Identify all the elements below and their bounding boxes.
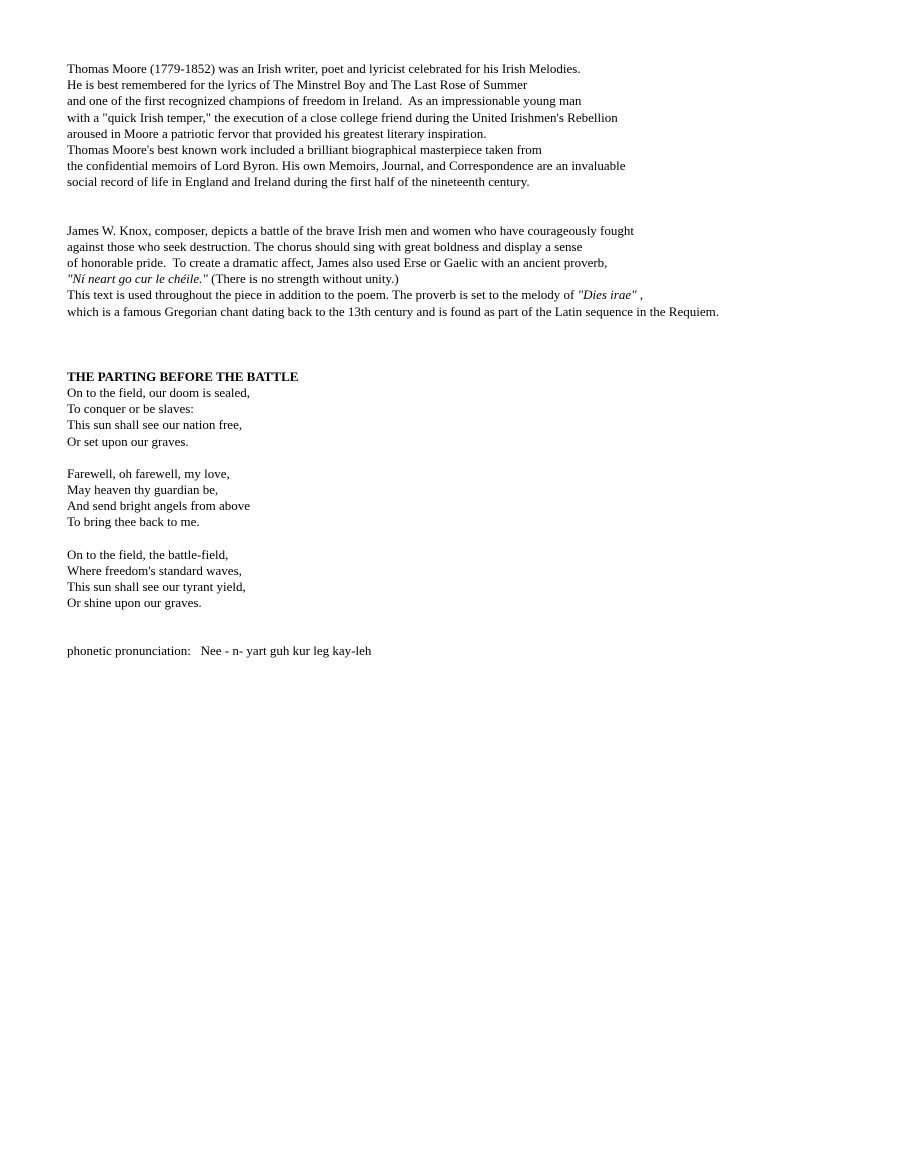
- stanza-gap: [67, 531, 887, 547]
- phonetic-text: Nee - n- yart guh kur leg kay-leh: [200, 643, 372, 659]
- stanza-gap: [67, 450, 887, 466]
- intro-line: the confidential memoirs of Lord Byron. His own Memoirs, Journal, and Correspondence are an invaluable: [67, 158, 626, 174]
- poem-line: To bring thee back to me.: [67, 514, 200, 530]
- composer-line: which is a famous Gregorian chant dating back to the 13th century and is found as part of the Latin sequence in the Requiem.: [67, 303, 719, 319]
- document-page: [67, 61, 887, 660]
- poem-line: This sun shall see our tyrant yield,: [67, 579, 246, 595]
- gaelic-proverb: "Ní neart go cur le chéile.": [67, 271, 208, 287]
- intro-line: He is best remembered for the lyrics of The Minstrel Boy and The Last Rose of Summer: [67, 77, 528, 93]
- melody-line: [67, 287, 887, 303]
- melody-line-end: ,: [636, 287, 644, 303]
- intro-line: aroused in Moore a patriotic fervor that provided his greatest literary inspiration.: [67, 125, 487, 141]
- poem-line: Or shine upon our graves.: [67, 595, 202, 611]
- poem-line: To conquer or be slaves:: [67, 401, 194, 417]
- melody-line-start: This text is used throughout the piece in addition to the poem. The proverb is set to the melody of: [67, 287, 578, 303]
- poem-line: Where freedom's standard waves,: [67, 562, 242, 578]
- intro-line: Thomas Moore's best known work included a brilliant biographical masterpiece taken from: [67, 142, 542, 158]
- poem-line: May heaven thy guardian be,: [67, 482, 219, 498]
- poem-line: Or set upon our graves.: [67, 433, 189, 449]
- composer-line: of honorable pride. To create a dramatic affect, James also used Erse or Gaelic with an ancient proverb,: [67, 255, 608, 271]
- proverb-translation: (There is no strength without unity.): [207, 271, 399, 287]
- poem-title: THE PARTING BEFORE THE BATTLE: [67, 368, 299, 384]
- phonetic-pronunciation: [67, 643, 887, 659]
- poem-stanza-3: [67, 547, 887, 612]
- poem-stanza-1: [67, 385, 887, 450]
- poem-stanza-2: [67, 466, 887, 531]
- poem-line: On to the field, our doom is sealed,: [67, 385, 251, 401]
- composer-line: against those who seek destruction. The chorus should sing with great boldness and display a sense: [67, 238, 583, 254]
- intro-line: social record of life in England and Ireland during the first half of the nineteenth century.: [67, 174, 530, 190]
- proverb-line: [67, 271, 887, 287]
- phonetic-label: phonetic pronunciation:: [67, 643, 191, 659]
- composer-paragraph: [67, 223, 887, 320]
- intro-line: and one of the first recognized champions of freedom in Ireland. As an impressionable young man: [67, 93, 582, 109]
- intro-paragraph: [67, 61, 887, 191]
- poem-line: And send bright angels from above: [67, 498, 251, 514]
- poem-line: This sun shall see our nation free,: [67, 417, 243, 433]
- dies-irae-title: "Dies irae": [577, 287, 637, 303]
- intro-line: Thomas Moore (1779-1852) was an Irish writer, poet and lyricist celebrated for his Irish Melodies.: [67, 61, 581, 76]
- poem-line: On to the field, the battle-field,: [67, 546, 229, 562]
- intro-line: with a "quick Irish temper," the execution of a close college friend during the United Irishmen's Rebellion: [67, 109, 618, 125]
- poem-line: Farewell, oh farewell, my love,: [67, 465, 230, 481]
- composer-line: James W. Knox, composer, depicts a battle of the brave Irish men and women who have courageously fought: [67, 222, 634, 238]
